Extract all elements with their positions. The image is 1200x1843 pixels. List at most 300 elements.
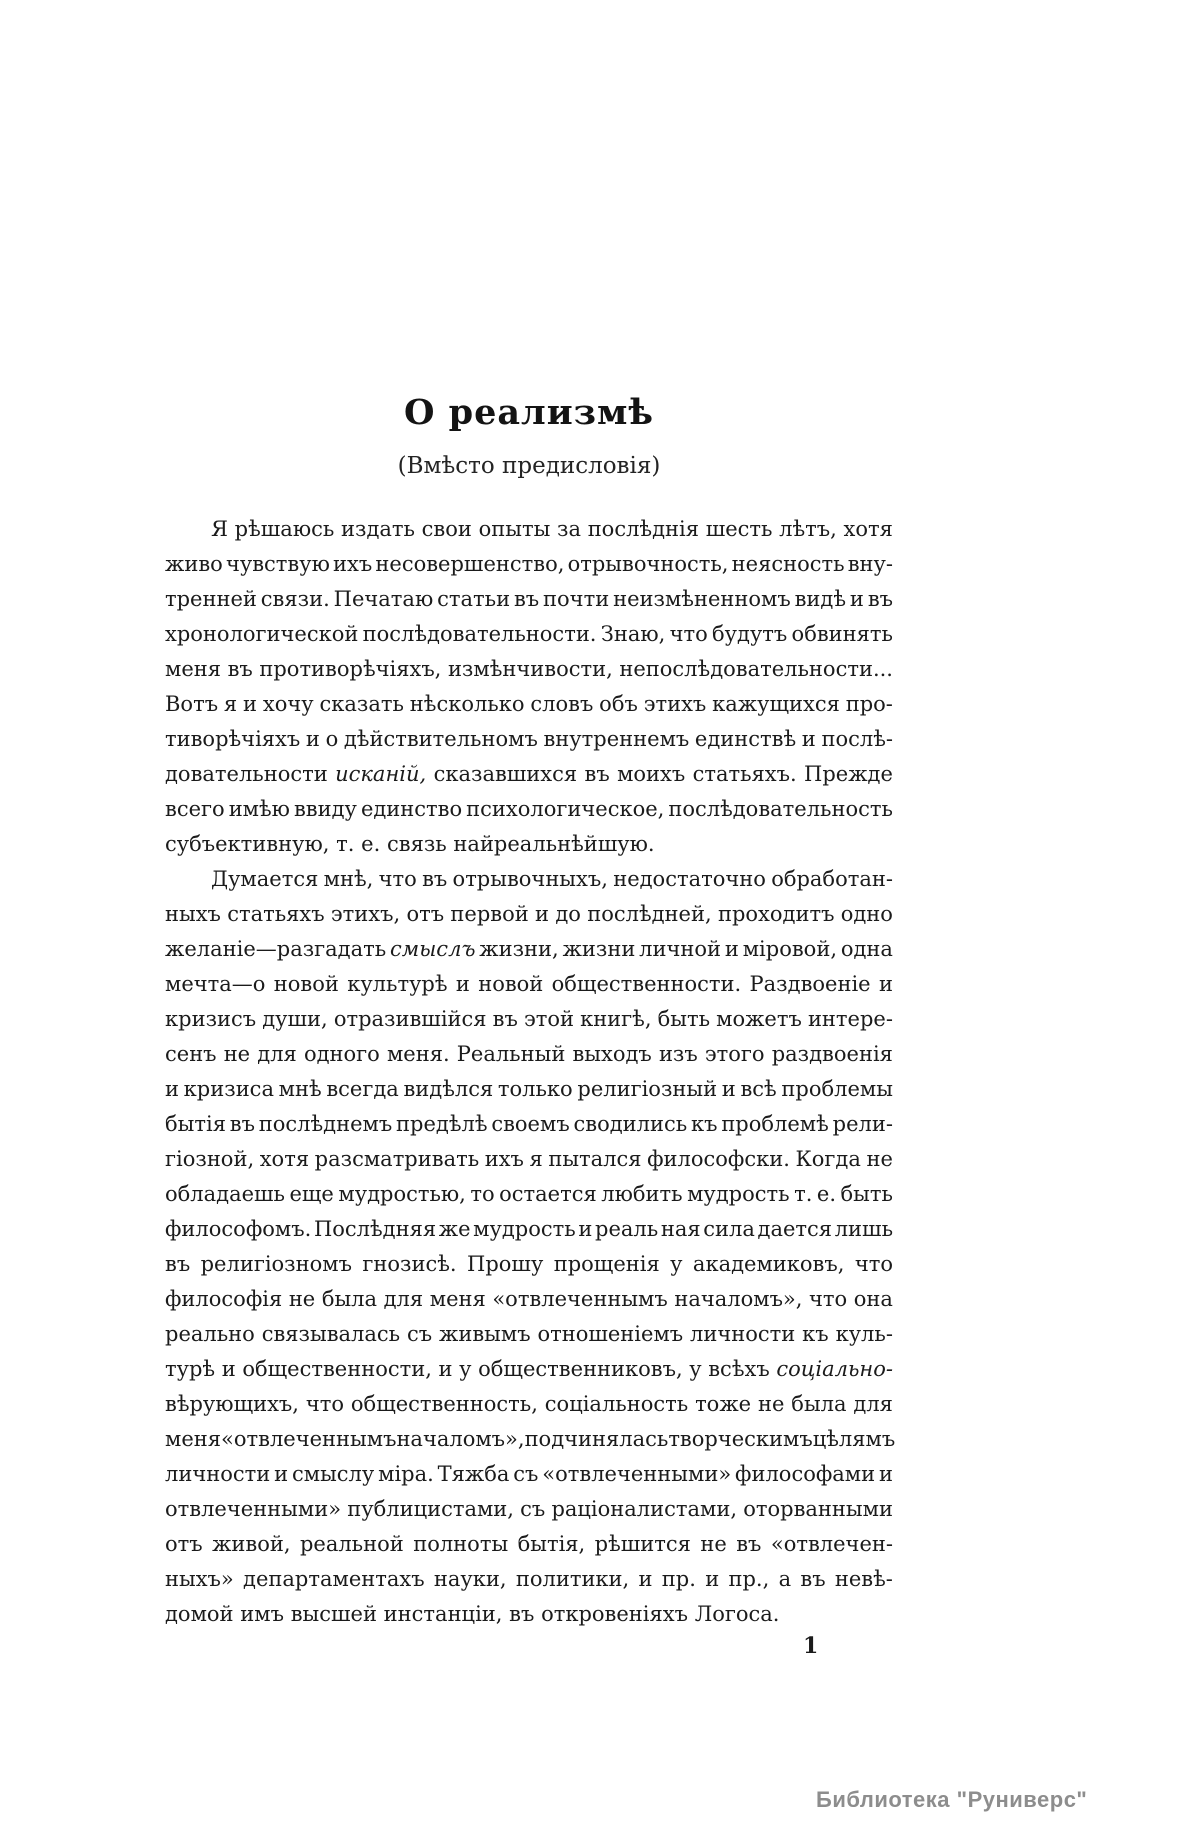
word: религіозномъ (200, 1252, 352, 1276)
word: тиворѣчіяхъ (165, 727, 301, 751)
word: жизни (562, 937, 636, 961)
word: кризисъ (165, 1007, 257, 1031)
text-line (165, 1107, 893, 1142)
word: проходитъ (717, 902, 835, 926)
word: одного (303, 1042, 380, 1066)
word: философомъ. (165, 1217, 312, 1241)
word: Печатаю (333, 587, 434, 611)
word: бытія (165, 1112, 226, 1136)
word: въ (165, 1252, 191, 1276)
word: живымъ (439, 1322, 531, 1346)
word: кажущихся (712, 692, 840, 716)
word: была (791, 1392, 847, 1416)
word: въ (229, 1112, 255, 1136)
word: гнозисѣ. (362, 1252, 457, 1276)
text-line (165, 897, 893, 932)
word: мудрость (687, 1182, 790, 1206)
word: и (274, 1462, 289, 1486)
word: еще (289, 1182, 334, 1206)
word: съ (513, 1462, 539, 1486)
word: статьяхъ (227, 902, 325, 926)
word: у (670, 1252, 683, 1276)
word: лишь (834, 1217, 893, 1241)
word: соціальность (544, 1392, 689, 1416)
word: въ (736, 1532, 762, 1556)
word: недостаточно (613, 867, 766, 891)
word: видѣ (794, 587, 847, 611)
word: лѣтъ, (779, 517, 837, 541)
word: «отвлеченнымъ (221, 1427, 397, 1451)
word: быть (840, 1182, 893, 1206)
word: новой (273, 972, 339, 996)
word: меня (429, 1287, 486, 1311)
word: только (497, 1077, 573, 1101)
word: всегда (326, 1077, 399, 1101)
word: Логоса. (694, 1602, 780, 1626)
word: проблемѣ (721, 1112, 829, 1136)
word: отрывочныхъ, (452, 867, 608, 891)
word: турѣ (165, 1357, 216, 1381)
word: не (866, 1147, 893, 1171)
word: съ (520, 1497, 546, 1521)
word: отношеніемъ (537, 1322, 684, 1346)
word: связывалась (261, 1322, 401, 1346)
word: всѣхъ (708, 1357, 770, 1381)
word: въ (513, 587, 540, 611)
word: послѣдней, (587, 902, 712, 926)
word: остается (499, 1182, 597, 1206)
word: книгѣ, (580, 1007, 652, 1031)
word: е. (816, 1182, 836, 1206)
text-line (165, 1492, 893, 1527)
word: и (578, 1217, 593, 1241)
word: будутъ (712, 622, 788, 646)
word: въ (492, 1007, 518, 1031)
word: измѣнчивости, (447, 657, 613, 681)
word: послѣ- (821, 727, 893, 751)
word: публицистами, (347, 1497, 514, 1521)
word: у (689, 1357, 702, 1381)
word: этой (523, 1007, 574, 1031)
word: отъ (165, 1532, 203, 1556)
word: дается (757, 1217, 833, 1241)
word: Думается (211, 867, 319, 891)
word: подчинялась (524, 1427, 669, 1451)
word: желаніе—разгадать (165, 937, 387, 961)
word: противорѣчіяхъ, (259, 657, 442, 681)
word: религіозный (577, 1077, 718, 1101)
word: домой (165, 1602, 234, 1626)
word: прощенія (553, 1252, 660, 1276)
word: шесть (705, 517, 773, 541)
word: науки, (433, 1567, 507, 1591)
word: и (535, 902, 550, 926)
word: опыты (478, 517, 551, 541)
word: и (455, 972, 470, 996)
library-watermark: Библиотека "Руниверс" (816, 1787, 1088, 1812)
word: и (849, 587, 864, 611)
word: Когда (795, 1147, 861, 1171)
word: пр. (661, 1567, 696, 1591)
word: е. (361, 832, 381, 856)
word: вѣрующихъ, (165, 1392, 299, 1416)
page-number: 1 (803, 1633, 819, 1659)
word: реальной (299, 1532, 404, 1556)
word: объ (599, 692, 638, 716)
word: мнѣ, (323, 867, 374, 891)
word: міра. (378, 1462, 434, 1486)
word: бытія, (517, 1532, 586, 1556)
word: философія (165, 1287, 283, 1311)
word: словъ (530, 692, 594, 716)
word: мнѣ (278, 1077, 322, 1101)
word: обладаешь (165, 1182, 285, 1206)
word: рели- (832, 1112, 893, 1136)
word: ная (660, 1217, 701, 1241)
word: послѣдовательности. (362, 622, 597, 646)
word: меня (165, 657, 222, 681)
word: полноты (413, 1532, 509, 1556)
word: «отвлеченными» (542, 1462, 732, 1486)
word: отразившійся (333, 1007, 487, 1031)
text-line (165, 1352, 893, 1387)
word: пр., (728, 1567, 770, 1591)
word: можетъ (716, 1007, 802, 1031)
text-line (165, 792, 893, 827)
word: имѣю (228, 797, 290, 821)
word: реаль (595, 1217, 659, 1241)
word: для (853, 1392, 893, 1416)
word: жизни, (479, 937, 559, 961)
word: моихъ (617, 762, 686, 786)
word: и (724, 937, 739, 961)
text-line (165, 547, 893, 582)
word: сенъ (165, 1042, 217, 1066)
text-line (165, 1457, 893, 1492)
text-line (165, 687, 893, 722)
word: общественность, (350, 1392, 538, 1416)
word: дѣйствительномъ (343, 727, 538, 751)
word: департаментахъ (243, 1567, 425, 1591)
word: и (438, 1357, 453, 1381)
word: связь (386, 832, 447, 856)
word: и (221, 1357, 236, 1381)
word: обработан- (771, 867, 893, 891)
word: непослѣдовательности... (619, 657, 893, 681)
word: внутреннемъ (543, 727, 690, 751)
word: рѣшаюсь (234, 517, 335, 541)
word: для (257, 1042, 297, 1066)
word: найреальнѣйшую. (453, 832, 655, 856)
word: Вотъ (165, 692, 219, 716)
text-line (165, 967, 893, 1002)
word: общественниковъ, (478, 1357, 683, 1381)
page-subtitle: (Вмѣсто предисловія) (397, 453, 661, 479)
word: личности (690, 1322, 796, 1346)
word: психологическое, (466, 797, 665, 821)
word: философски. (647, 1147, 790, 1171)
word: и (801, 727, 816, 751)
word: не (700, 1532, 727, 1556)
word: и (721, 1077, 736, 1101)
word: въ (227, 657, 253, 681)
word: «отвлеченнымъ (492, 1287, 668, 1311)
word: академиковъ, (692, 1252, 845, 1276)
word: она (853, 1287, 893, 1311)
word: ныхъ» (165, 1567, 234, 1591)
word: разсматривать (314, 1147, 480, 1171)
word: для (383, 1287, 424, 1311)
word: Послѣдняя (313, 1217, 437, 1241)
text-line (165, 932, 893, 967)
text-line (165, 1597, 893, 1632)
word: довательности (165, 762, 328, 786)
word: ихъ (484, 1147, 524, 1171)
word: Прежде (804, 762, 893, 786)
word: сказать (319, 692, 404, 716)
word: что (809, 1287, 848, 1311)
word: статьяхъ. (692, 762, 797, 786)
text-line (165, 722, 893, 757)
word: не (288, 1287, 316, 1311)
word: къ (802, 1322, 829, 1346)
text-line (165, 1527, 893, 1562)
word: же (438, 1217, 471, 1241)
word: выходъ (572, 1042, 652, 1066)
text-line (165, 617, 893, 652)
word: всего (165, 797, 225, 821)
word: смыслу (291, 1462, 375, 1486)
word: въ (800, 1567, 826, 1591)
word: неясность (731, 552, 845, 576)
word: души, (262, 1007, 328, 1031)
word: философами (735, 1462, 876, 1486)
word: творческимъ (668, 1427, 813, 1451)
word: ныхъ (165, 902, 221, 926)
word: меня. (386, 1042, 450, 1066)
word: и (638, 1567, 653, 1591)
word: началомъ», (674, 1287, 803, 1311)
word: соціально- (776, 1357, 893, 1381)
word: одна (840, 937, 893, 961)
word: Я (211, 517, 228, 541)
word: политики, (515, 1567, 630, 1591)
word: статьи (437, 587, 511, 611)
word: изъ (658, 1042, 698, 1066)
word: всѣ (740, 1077, 777, 1101)
word: хочу (262, 692, 314, 716)
word: о (325, 727, 339, 751)
word: живой, (212, 1532, 291, 1556)
word: и (165, 1077, 179, 1101)
word: цѣлямъ (812, 1427, 896, 1451)
text-line (165, 1142, 893, 1177)
word: хронологической (165, 622, 359, 646)
word: неизмѣненномъ (613, 587, 791, 611)
word: сводились (573, 1112, 688, 1136)
word: послѣдовательность (668, 797, 893, 821)
word: исканій, (335, 762, 427, 786)
word: міровой, (742, 937, 837, 961)
word: субъективную, (165, 832, 330, 856)
text-line (165, 1247, 893, 1282)
word: я (223, 692, 238, 716)
text-line (165, 1212, 893, 1247)
word: Прошу (467, 1252, 544, 1276)
word: хотя (259, 1147, 310, 1171)
text-line (165, 757, 893, 792)
word: и (305, 727, 320, 751)
word: Тяжба (437, 1462, 510, 1486)
word: и (878, 972, 893, 996)
word: несовершенство, (375, 552, 565, 576)
text-line (165, 1072, 893, 1107)
word: тоже (695, 1392, 752, 1416)
text-line (165, 1562, 893, 1597)
word: откровеніяхъ (541, 1602, 688, 1626)
word: что (305, 1392, 345, 1416)
text-line (165, 1037, 893, 1072)
word: гіозной, (165, 1147, 255, 1171)
word: первой (450, 902, 529, 926)
word: единствѣ (694, 727, 797, 751)
word: интере- (807, 1007, 893, 1031)
word: и (243, 692, 258, 716)
text-line (165, 862, 893, 897)
word: реально (165, 1322, 255, 1346)
body-text (165, 512, 896, 1632)
word: Реальный (456, 1042, 566, 1066)
word: за (557, 517, 581, 541)
word: то (470, 1182, 495, 1206)
page-title: О реализмѣ (403, 392, 655, 433)
word: смыслъ (390, 937, 476, 961)
word: въ (509, 1602, 535, 1626)
word: отвлеченными» (165, 1497, 342, 1521)
word: ввиду (293, 797, 357, 821)
word: единство (360, 797, 463, 821)
word: видѣлся (403, 1077, 494, 1101)
word: сказавшихся (433, 762, 578, 786)
word: рѣшится (594, 1532, 691, 1556)
word: тренней (165, 587, 257, 611)
word: и (879, 1462, 893, 1486)
text-line (165, 582, 893, 617)
word: съ (407, 1322, 433, 1346)
word: раздвоенія (771, 1042, 893, 1066)
word: меня (165, 1427, 222, 1451)
word: что (669, 622, 708, 646)
word: у (459, 1357, 472, 1381)
word: «отвлечен- (770, 1532, 893, 1556)
word: высшей (290, 1602, 377, 1626)
word: т. (794, 1182, 813, 1206)
word: и (705, 1567, 720, 1591)
text-line (165, 1177, 893, 1212)
word: любить (601, 1182, 683, 1206)
word: предѣлѣ (396, 1112, 488, 1136)
word: обвинять (791, 622, 893, 646)
word: Раздвоеніе (749, 972, 871, 996)
word: пытался (548, 1147, 642, 1171)
word: началомъ», (396, 1427, 525, 1451)
word: что (854, 1252, 893, 1276)
word: инстанціи, (383, 1602, 503, 1626)
word: невѣ- (834, 1567, 893, 1591)
word: почти (543, 587, 610, 611)
word: отъ (406, 902, 445, 926)
word: нѣсколько (409, 692, 525, 716)
word: про- (845, 692, 893, 716)
word: мудростью, (338, 1182, 466, 1206)
word: послѣднія (587, 517, 699, 541)
word: въ (584, 762, 610, 786)
word: кризиса (183, 1077, 274, 1101)
word: личности (165, 1462, 271, 1486)
word: т. (336, 832, 355, 856)
word: послѣднемъ (258, 1112, 393, 1136)
word: своемъ (491, 1112, 570, 1136)
word: хотя (843, 517, 893, 541)
word: одно (840, 902, 893, 926)
word: свои (421, 517, 472, 541)
word: оторванными (743, 1497, 893, 1521)
word: ихъ (333, 552, 373, 576)
word: отрывочность, (567, 552, 729, 576)
word: проблемы (781, 1077, 893, 1101)
word: общественности, (242, 1357, 432, 1381)
word: личной (639, 937, 722, 961)
word: связи. (260, 587, 330, 611)
word: мечта—о (165, 972, 266, 996)
word: въ (422, 867, 448, 891)
word: была (321, 1287, 378, 1311)
word: чувствую (225, 552, 330, 576)
text-line (165, 1422, 896, 1457)
word: живо (165, 552, 223, 576)
word: имъ (240, 1602, 284, 1626)
text-line (165, 1002, 893, 1037)
text-line (165, 512, 893, 547)
word: этого (704, 1042, 765, 1066)
text-line (165, 652, 893, 687)
word: до (555, 902, 581, 926)
word: вну- (847, 552, 893, 576)
word: быть (657, 1007, 711, 1031)
word: не (223, 1042, 251, 1066)
word: къ (691, 1112, 718, 1136)
word: Знаю, (600, 622, 666, 646)
word: общественности. (551, 972, 742, 996)
text-line (165, 1387, 893, 1422)
word: въ (867, 587, 893, 611)
word: этихъ (643, 692, 707, 716)
word: куль- (835, 1322, 893, 1346)
word: сила (703, 1217, 755, 1241)
word: что (378, 867, 417, 891)
word: этихъ, (330, 902, 401, 926)
text-line (165, 827, 893, 862)
word: мудрость (473, 1217, 576, 1241)
word: новой (478, 972, 544, 996)
word: издать (341, 517, 415, 541)
word: культурѣ (347, 972, 448, 996)
word: не (757, 1392, 785, 1416)
text-line (165, 1317, 893, 1352)
text-line (165, 1282, 893, 1317)
word: а (778, 1567, 792, 1591)
word: раціоналистами, (551, 1497, 738, 1521)
